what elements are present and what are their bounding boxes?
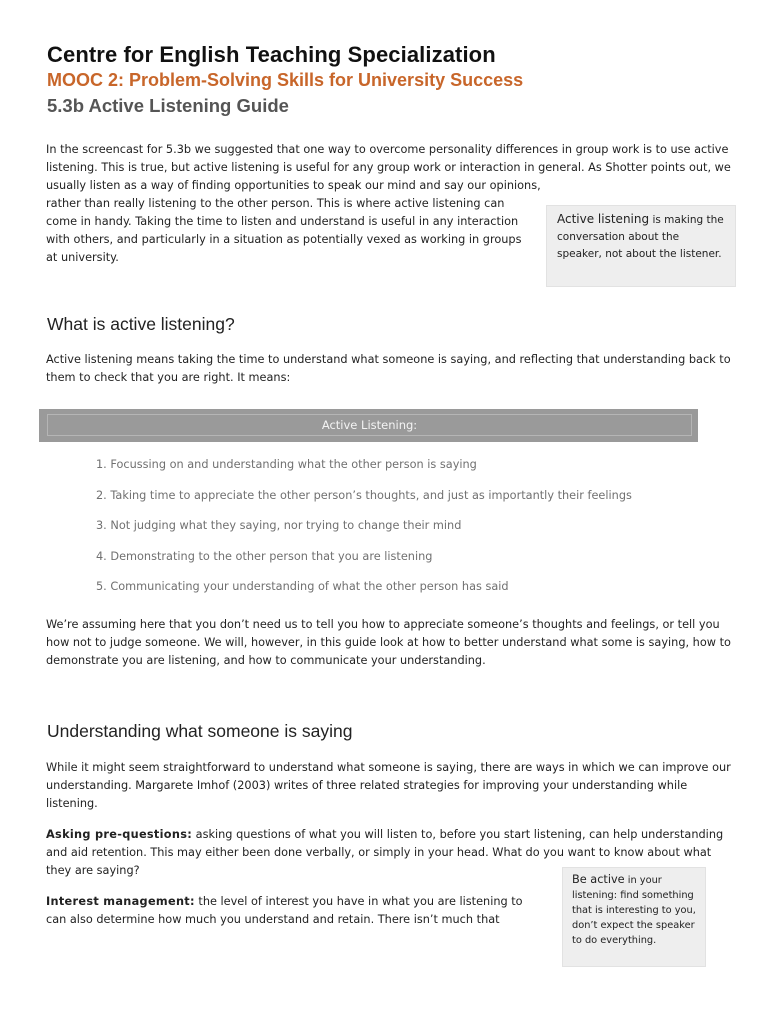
- interest-management-paragraph: [46, 893, 546, 929]
- list-item: 4. Demonstrating to the other person that you are listening: [96, 549, 433, 563]
- callout-lead: Active listening: [557, 212, 650, 226]
- list-item: 1. Focussing on and understanding what the other person is saying: [96, 458, 477, 471]
- interest-text: the level of interest you have in what you are listening to can also determine how much you understand and retain. There isn’t much that: [46, 895, 523, 926]
- guide-title: 5.3b Active Listening Guide: [47, 95, 289, 116]
- section-heading-understanding: Understanding what someone is saying: [47, 721, 353, 741]
- list-item: 5. Communicating your understanding of what the other person has said: [96, 580, 509, 594]
- term-asking: Asking pre-questions:: [46, 828, 193, 841]
- asking-text: asking questions of what you will listen to, before you start listening, can help understanding and aid retention. This may either been done verbally, or simply in your head. What do you want to know about what they are saying?: [46, 828, 724, 877]
- list-item: 2. Taking time to appreciate the other person’s thoughts, and just as importantly their feelings: [96, 488, 632, 502]
- course-title: MOOC 2: Problem-Solving Skills for University Success: [47, 70, 524, 90]
- banner-label: Active Listening:: [47, 414, 692, 436]
- callout-lead: Be active: [572, 873, 625, 886]
- term-interest: Interest management:: [46, 895, 195, 908]
- definition-paragraph: Active listening means taking the time to understand what someone is saying, and reflecting that understanding back to them to check that you are right. It means:: [46, 353, 731, 384]
- intro-paragraph-part2: rather than really listening to the other person. This is where active listening can come in handy. Taking the time to listen and understand is useful in any interaction with others, and particularly in a situation as potentially vexed as working in groups at university.: [46, 197, 522, 264]
- be-active-callout: [562, 867, 706, 967]
- intro-paragraph-part1: In the screencast for 5.3b we suggested that one way to overcome personality differences in group work is to use active listening. This is true, but active listening is useful for any group work or interaction in general. As Shotter points out, we usually listen as a way of finding opportunities to speak our mind and say our opinions,: [46, 143, 731, 192]
- active-listening-banner: [39, 409, 698, 442]
- list-item: 3. Not judging what they saying, nor trying to change their mind: [96, 519, 462, 533]
- understanding-paragraph: While it might seem straightforward to understand what someone is saying, there are ways in which we can improve our understanding. Margarete Imhof (2003) writes of three related strategies for improving your understanding while listening.: [46, 761, 731, 810]
- active-listening-callout: [546, 205, 736, 287]
- active-listening-steps: [96, 455, 736, 608]
- callout-text: in your listening: find something that is interesting to you, don’t expect the speaker to do everything.: [572, 875, 696, 946]
- assumption-paragraph: We’re assuming here that you don’t need us to tell you how to appreciate someone’s thoughts and feelings, or tell you how not to judge someone. We will, however, in this guide look at how to better understand what some is saying, how to demonstrate you are listening, and how to communicate your understanding.: [46, 618, 731, 667]
- section-heading-what-is: What is active listening?: [47, 314, 235, 334]
- callout-text: is making the conversation about the speaker, not about the listener.: [557, 214, 724, 260]
- organization-title: Centre for English Teaching Specialization: [47, 42, 496, 67]
